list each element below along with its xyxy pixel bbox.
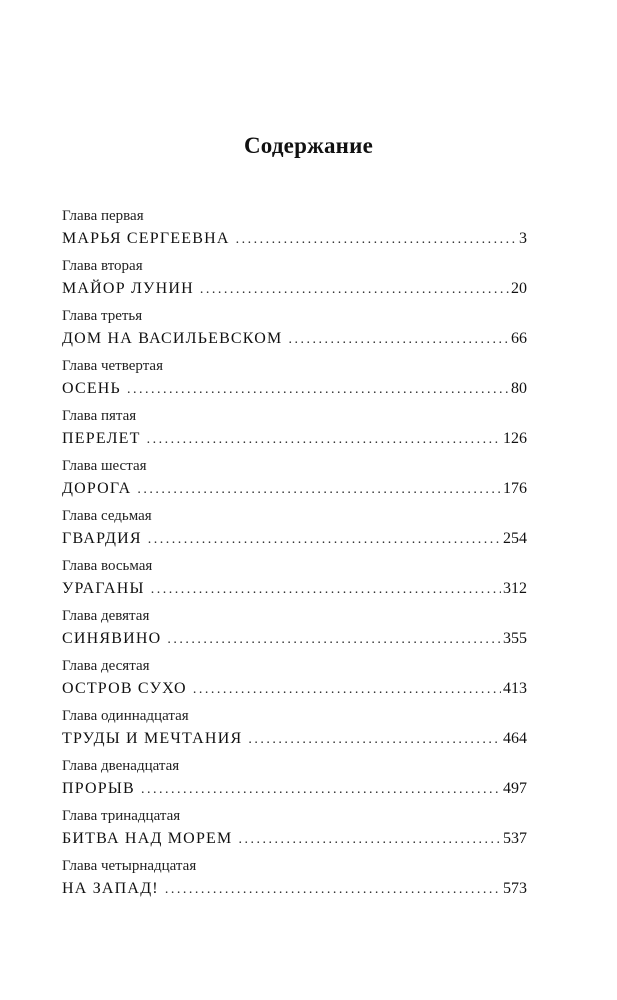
dot-leader	[236, 230, 517, 250]
chapter-label: Глава первая	[62, 208, 144, 224]
chapter-label: Глава тринадцатая	[62, 808, 181, 824]
toc-entry-line	[62, 779, 527, 799]
chapter-label: Глава десятая	[62, 658, 150, 674]
chapter-label: Глава седьмая	[62, 508, 152, 524]
toc-entry	[62, 657, 527, 707]
table-of-contents	[62, 207, 527, 907]
chapter-label: Глава шестая	[62, 458, 147, 474]
dot-leader	[137, 480, 501, 500]
toc-entry-line	[62, 679, 527, 699]
toc-entry	[62, 207, 527, 257]
toc-entry	[62, 407, 527, 457]
page-number: 80	[511, 380, 527, 397]
page-number: 497	[503, 780, 527, 797]
dot-leader	[127, 380, 509, 400]
dot-leader	[151, 580, 501, 600]
toc-entry	[62, 807, 527, 857]
page-number: 312	[503, 580, 527, 597]
dot-leader	[248, 730, 501, 750]
toc-entry-line	[62, 429, 527, 449]
chapter-title: ОСТРОВ СУХО	[62, 680, 187, 697]
toc-entry	[62, 607, 527, 657]
chapter-title: ДОМ НА ВАСИЛЬЕВСКОМ	[62, 330, 283, 347]
chapter-label: Глава девятая	[62, 608, 150, 624]
chapter-label: Глава восьмая	[62, 558, 153, 574]
dot-leader	[200, 280, 509, 300]
toc-entry	[62, 707, 527, 757]
page-number: 3	[519, 230, 527, 247]
toc-entry-line	[62, 379, 527, 399]
toc-entry	[62, 457, 527, 507]
chapter-title: МАЙОР ЛУНИН	[62, 280, 194, 297]
page-number: 254	[503, 530, 527, 547]
chapter-label: Глава третья	[62, 308, 143, 324]
toc-entry	[62, 757, 527, 807]
chapter-title: ДОРОГА	[62, 480, 132, 497]
toc-entry-line	[62, 229, 527, 249]
dot-leader	[148, 530, 501, 550]
page-number: 126	[503, 430, 527, 447]
page-number: 176	[503, 480, 527, 497]
dot-leader	[238, 830, 501, 850]
chapter-title: БИТВА НАД МОРЕМ	[62, 830, 233, 847]
dot-leader	[165, 880, 501, 900]
chapter-label: Глава вторая	[62, 258, 143, 274]
dot-leader	[147, 430, 501, 450]
dot-leader	[288, 330, 509, 350]
chapter-title: МАРЬЯ СЕРГЕЕВНА	[62, 230, 230, 247]
toc-entry	[62, 357, 527, 407]
toc-entry-line	[62, 529, 527, 549]
toc-entry-line	[62, 329, 527, 349]
page-number: 413	[503, 680, 527, 697]
page-title: Содержание	[244, 133, 373, 158]
toc-entry-line	[62, 879, 527, 899]
chapter-title: ТРУДЫ И МЕЧТАНИЯ	[62, 730, 243, 747]
chapter-title: ПРОРЫВ	[62, 780, 135, 797]
chapter-title: УРАГАНЫ	[62, 580, 145, 597]
page-number: 573	[503, 880, 527, 897]
page-number: 66	[511, 330, 527, 347]
toc-entry-line	[62, 829, 527, 849]
toc-entry-line	[62, 579, 527, 599]
chapter-label: Глава четырнадцатая	[62, 858, 197, 874]
page-number: 355	[503, 630, 527, 647]
toc-entry	[62, 857, 527, 907]
chapter-title: ГВАРДИЯ	[62, 530, 142, 547]
chapter-title: ОСЕНЬ	[62, 380, 121, 397]
dot-leader	[141, 780, 501, 800]
chapter-label: Глава пятая	[62, 408, 137, 424]
chapter-label: Глава одиннадцатая	[62, 708, 189, 724]
toc-entry-line	[62, 629, 527, 649]
dot-leader	[193, 680, 501, 700]
dot-leader	[167, 630, 501, 650]
chapter-title: НА ЗАПАД!	[62, 880, 159, 897]
toc-entry	[62, 307, 527, 357]
page-number: 464	[503, 730, 527, 747]
chapter-label: Глава четвертая	[62, 358, 163, 374]
page-number: 20	[511, 280, 527, 297]
toc-entry-line	[62, 479, 527, 499]
chapter-title: СИНЯВИНО	[62, 630, 162, 647]
toc-entry-line	[62, 729, 527, 749]
page-number: 537	[503, 830, 527, 847]
toc-entry	[62, 557, 527, 607]
toc-entry	[62, 257, 527, 307]
toc-entry-line	[62, 279, 527, 299]
chapter-title: ПЕРЕЛЕТ	[62, 430, 141, 447]
toc-entry	[62, 507, 527, 557]
chapter-label: Глава двенадцатая	[62, 758, 180, 774]
